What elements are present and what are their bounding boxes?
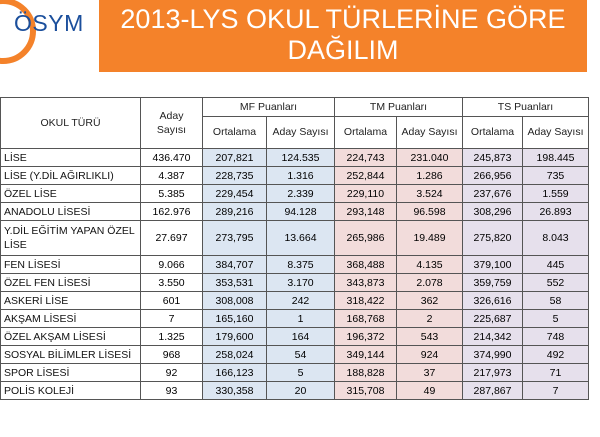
header-mf-count: Aday Sayısı [267, 116, 335, 148]
mf-average-cell: 330,358 [203, 382, 267, 400]
tm-average-cell: 229,110 [335, 185, 397, 203]
mf-average-cell: 273,795 [203, 221, 267, 256]
table-row [1, 328, 589, 346]
mf-average-cell: 207,821 [203, 149, 267, 167]
ts-count-cell: 26.893 [523, 203, 589, 221]
school-type-cell: ÖZEL AKŞAM LİSESİ [1, 328, 141, 346]
distribution-table-wrap [0, 97, 588, 400]
tm-count-cell: 37 [397, 364, 463, 382]
tm-average-cell: 343,873 [335, 274, 397, 292]
table-row [1, 221, 589, 256]
ts-count-cell: 445 [523, 256, 589, 274]
ts-count-cell: 58 [523, 292, 589, 310]
mf-count-cell: 1 [267, 310, 335, 328]
header-ts-average: Ortalama [463, 116, 523, 148]
ts-count-cell: 198.445 [523, 149, 589, 167]
tm-average-cell: 349,144 [335, 346, 397, 364]
school-type-cell: ÖZEL LİSE [1, 185, 141, 203]
candidate-count-cell: 93 [141, 382, 203, 400]
tm-count-cell: 19.489 [397, 221, 463, 256]
ts-average-cell: 245,873 [463, 149, 523, 167]
mf-count-cell: 242 [267, 292, 335, 310]
header-mf-average: Ortalama [203, 116, 267, 148]
ts-average-cell: 287,867 [463, 382, 523, 400]
ts-count-cell: 748 [523, 328, 589, 346]
ts-average-cell: 214,342 [463, 328, 523, 346]
ts-average-cell: 237,676 [463, 185, 523, 203]
mf-average-cell: 289,216 [203, 203, 267, 221]
header-group-tm: TM Puanları [335, 98, 463, 117]
header-school-type: OKUL TÜRÜ [1, 98, 141, 149]
candidate-count-cell: 27.697 [141, 221, 203, 256]
candidate-count-cell: 601 [141, 292, 203, 310]
header-candidate-count: Aday Sayısı [141, 98, 203, 149]
header-tm-average: Ortalama [335, 116, 397, 148]
mf-average-cell: 229,454 [203, 185, 267, 203]
school-type-cell: ANADOLU LİSESİ [1, 203, 141, 221]
tm-count-cell: 231.040 [397, 149, 463, 167]
mf-count-cell: 94.128 [267, 203, 335, 221]
candidate-count-cell: 1.325 [141, 328, 203, 346]
ts-average-cell: 308,296 [463, 203, 523, 221]
osym-logo [0, 0, 98, 78]
school-type-cell: FEN LİSESİ [1, 256, 141, 274]
ts-count-cell: 7 [523, 382, 589, 400]
tm-average-cell: 168,768 [335, 310, 397, 328]
tm-average-cell: 368,488 [335, 256, 397, 274]
tm-count-cell: 3.524 [397, 185, 463, 203]
mf-average-cell: 228,735 [203, 167, 267, 185]
mf-count-cell: 8.375 [267, 256, 335, 274]
table-row [1, 292, 589, 310]
candidate-count-cell: 436.470 [141, 149, 203, 167]
mf-average-cell: 384,707 [203, 256, 267, 274]
ts-average-cell: 225,687 [463, 310, 523, 328]
ts-average-cell: 326,616 [463, 292, 523, 310]
candidate-count-cell: 9.066 [141, 256, 203, 274]
table-row [1, 185, 589, 203]
ts-count-cell: 71 [523, 364, 589, 382]
candidate-count-cell: 162.976 [141, 203, 203, 221]
header-group-ts: TS Puanları [463, 98, 589, 117]
tm-average-cell: 315,708 [335, 382, 397, 400]
mf-count-cell: 13.664 [267, 221, 335, 256]
candidate-count-cell: 968 [141, 346, 203, 364]
school-type-cell: SOSYAL BİLİMLER LİSESİ [1, 346, 141, 364]
table-row [1, 167, 589, 185]
distribution-table [0, 97, 589, 400]
table-row [1, 382, 589, 400]
candidate-count-cell: 92 [141, 364, 203, 382]
header-tm-count: Aday Sayısı [397, 116, 463, 148]
tm-count-cell: 49 [397, 382, 463, 400]
ts-average-cell: 379,100 [463, 256, 523, 274]
candidate-count-cell: 5.385 [141, 185, 203, 203]
table-row [1, 256, 589, 274]
page-title [99, 0, 587, 72]
mf-count-cell: 164 [267, 328, 335, 346]
ts-count-cell: 552 [523, 274, 589, 292]
logo-text: ÖSYM [14, 10, 84, 36]
mf-count-cell: 3.170 [267, 274, 335, 292]
ts-average-cell: 374,990 [463, 346, 523, 364]
mf-count-cell: 2.339 [267, 185, 335, 203]
tm-count-cell: 362 [397, 292, 463, 310]
school-type-cell: ÖZEL FEN LİSESİ [1, 274, 141, 292]
mf-count-cell: 54 [267, 346, 335, 364]
school-type-cell: AKŞAM LİSESİ [1, 310, 141, 328]
mf-average-cell: 353,531 [203, 274, 267, 292]
tm-count-cell: 96.598 [397, 203, 463, 221]
tm-average-cell: 252,844 [335, 167, 397, 185]
tm-average-cell: 224,743 [335, 149, 397, 167]
table-row [1, 203, 589, 221]
table-row [1, 274, 589, 292]
ts-count-cell: 8.043 [523, 221, 589, 256]
mf-count-cell: 124.535 [267, 149, 335, 167]
table-row [1, 310, 589, 328]
mf-count-cell: 20 [267, 382, 335, 400]
school-type-cell: Y.DİL EĞİTİM YAPAN ÖZEL LİSE [1, 221, 141, 256]
tm-average-cell: 265,986 [335, 221, 397, 256]
school-type-cell: LİSE [1, 149, 141, 167]
school-type-cell: LİSE (Y.DİL AĞIRLIKLI) [1, 167, 141, 185]
mf-average-cell: 165,160 [203, 310, 267, 328]
ts-count-cell: 5 [523, 310, 589, 328]
tm-average-cell: 188,828 [335, 364, 397, 382]
school-type-cell: POLİS KOLEJİ [1, 382, 141, 400]
mf-average-cell: 179,600 [203, 328, 267, 346]
tm-average-cell: 293,148 [335, 203, 397, 221]
tm-count-cell: 4.135 [397, 256, 463, 274]
table-row [1, 346, 589, 364]
tm-count-cell: 2 [397, 310, 463, 328]
header-ts-count: Aday Sayısı [523, 116, 589, 148]
candidate-count-cell: 3.550 [141, 274, 203, 292]
title-line-2: DAĞILIM [287, 35, 399, 65]
tm-count-cell: 543 [397, 328, 463, 346]
ts-average-cell: 217,973 [463, 364, 523, 382]
ts-count-cell: 492 [523, 346, 589, 364]
table-row [1, 149, 589, 167]
mf-count-cell: 5 [267, 364, 335, 382]
mf-average-cell: 166,123 [203, 364, 267, 382]
ts-average-cell: 266,956 [463, 167, 523, 185]
title-line-1: 2013-LYS OKUL TÜRLERİNE GÖRE [120, 4, 566, 34]
tm-average-cell: 318,422 [335, 292, 397, 310]
mf-average-cell: 308,008 [203, 292, 267, 310]
ts-count-cell: 735 [523, 167, 589, 185]
tm-count-cell: 2.078 [397, 274, 463, 292]
school-type-cell: SPOR LİSESİ [1, 364, 141, 382]
tm-average-cell: 196,372 [335, 328, 397, 346]
candidate-count-cell: 7 [141, 310, 203, 328]
mf-average-cell: 258,024 [203, 346, 267, 364]
candidate-count-cell: 4.387 [141, 167, 203, 185]
mf-count-cell: 1.316 [267, 167, 335, 185]
ts-count-cell: 1.559 [523, 185, 589, 203]
tm-count-cell: 1.286 [397, 167, 463, 185]
header-group-mf: MF Puanları [203, 98, 335, 117]
table-row [1, 364, 589, 382]
ts-average-cell: 359,759 [463, 274, 523, 292]
tm-count-cell: 924 [397, 346, 463, 364]
ts-average-cell: 275,820 [463, 221, 523, 256]
school-type-cell: ASKERİ LİSE [1, 292, 141, 310]
